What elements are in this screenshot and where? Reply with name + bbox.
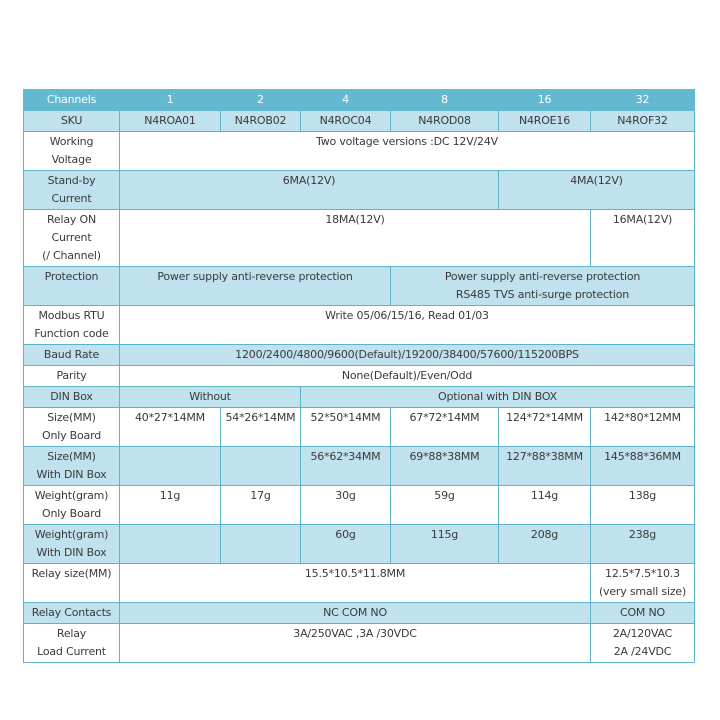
size-din-cell: 69*88*38MM: [391, 447, 499, 486]
weight-board-cell: 11g: [120, 486, 221, 525]
sku-cell: N4ROA01: [120, 111, 221, 132]
standby-current-b: 4MA(12V): [499, 171, 695, 210]
baud-rate-label: Baud Rate: [24, 345, 120, 366]
din-box-row: [24, 387, 695, 408]
channel-32: 32: [591, 90, 695, 111]
size-din-cell: [221, 447, 301, 486]
spec-table: [23, 89, 695, 663]
relay-size-b: 12.5*7.5*10.3: [605, 567, 680, 580]
size-din-row: [24, 447, 695, 486]
weight-board-row: [24, 486, 695, 525]
sku-cell: N4ROB02: [221, 111, 301, 132]
weight-din-row: [24, 525, 695, 564]
weight-board-cell: 138g: [591, 486, 695, 525]
size-board-cell: 142*80*12MM: [591, 408, 695, 447]
load-current-a: 3A/250VAC ,3A /30VDC: [120, 624, 591, 663]
weight-din-cell: [120, 525, 221, 564]
load-current-row: [24, 624, 695, 663]
protection-label: Protection: [24, 267, 120, 306]
load-current-b: 2A/120VAC 2A /24VDC: [591, 624, 695, 663]
parity-label: Parity: [24, 366, 120, 387]
relay-contacts-b: COM NO: [591, 603, 695, 624]
relay-on-current-row: [24, 210, 695, 267]
weight-board-cell: 114g: [499, 486, 591, 525]
din-box-without: Without: [120, 387, 301, 408]
working-voltage-label: Working Voltage: [24, 132, 120, 171]
baud-rate-row: [24, 345, 695, 366]
relay-size-label: Relay size(MM): [24, 564, 120, 603]
modbus-value: Write 05/06/15/16, Read 01/03: [120, 306, 695, 345]
size-din-cell: 127*88*38MM: [499, 447, 591, 486]
relay-on-current-b: 16MA(12V): [591, 210, 695, 267]
size-board-cell: 52*50*14MM: [301, 408, 391, 447]
sku-cell: N4ROD08: [391, 111, 499, 132]
modbus-label: Modbus RTU Function code: [24, 306, 120, 345]
relay-size-note: (very small size): [598, 585, 687, 598]
relay-size-a: 15.5*10.5*11.8MM: [120, 564, 591, 603]
parity-row: [24, 366, 695, 387]
relay-contacts-label: Relay Contacts: [24, 603, 120, 624]
channels-row: [24, 90, 695, 111]
size-board-cell: 67*72*14MM: [391, 408, 499, 447]
relay-contacts-a: NC COM NO: [120, 603, 591, 624]
relay-on-current-a: 18MA(12V): [120, 210, 591, 267]
weight-din-cell: 115g: [391, 525, 499, 564]
weight-din-label: Weight(gram) With DIN Box: [24, 525, 120, 564]
sku-cell: N4ROF32: [591, 111, 695, 132]
size-board-label: Size(MM) Only Board: [24, 408, 120, 447]
channel-16: 16: [499, 90, 591, 111]
din-box-label: DIN Box: [24, 387, 120, 408]
sku-label: SKU: [24, 111, 120, 132]
weight-din-cell: 238g: [591, 525, 695, 564]
size-din-cell: [120, 447, 221, 486]
working-voltage-value: Two voltage versions :DC 12V/24V: [120, 132, 695, 171]
weight-din-cell: 208g: [499, 525, 591, 564]
standby-current-row: [24, 171, 695, 210]
channel-2: 2: [221, 90, 301, 111]
weight-din-cell: [221, 525, 301, 564]
weight-board-cell: 30g: [301, 486, 391, 525]
sku-cell: N4ROC04: [301, 111, 391, 132]
channels-label: Channels: [24, 90, 120, 111]
sku-cell: N4ROE16: [499, 111, 591, 132]
protection-b: Power supply anti-reverse protection RS485 TVS anti-surge protection: [391, 267, 695, 306]
weight-board-label: Weight(gram) Only Board: [24, 486, 120, 525]
parity-value: None(Default)/Even/Odd: [120, 366, 695, 387]
relay-on-current-label: Relay ON Current (/ Channel): [24, 210, 120, 267]
size-din-label: Size(MM) With DIN Box: [24, 447, 120, 486]
size-board-cell: 40*27*14MM: [120, 408, 221, 447]
weight-din-cell: 60g: [301, 525, 391, 564]
standby-current-a: 6MA(12V): [120, 171, 499, 210]
relay-contacts-row: [24, 603, 695, 624]
weight-board-cell: 59g: [391, 486, 499, 525]
weight-board-cell: 17g: [221, 486, 301, 525]
baud-rate-value: 1200/2400/4800/9600(Default)/19200/38400/57600/115200BPS: [120, 345, 695, 366]
size-board-cell: 54*26*14MM: [221, 408, 301, 447]
din-box-optional: Optional with DIN BOX: [301, 387, 695, 408]
protection-row: [24, 267, 695, 306]
size-din-cell: 145*88*36MM: [591, 447, 695, 486]
standby-current-label: Stand-by Current: [24, 171, 120, 210]
sku-row: [24, 111, 695, 132]
channel-4: 4: [301, 90, 391, 111]
load-current-label: Relay Load Current: [24, 624, 120, 663]
modbus-row: [24, 306, 695, 345]
working-voltage-row: [24, 132, 695, 171]
channel-8: 8: [391, 90, 499, 111]
channel-1: 1: [120, 90, 221, 111]
size-board-row: [24, 408, 695, 447]
relay-size-b-cell: [591, 564, 695, 603]
size-board-cell: 124*72*14MM: [499, 408, 591, 447]
relay-size-row: [24, 564, 695, 603]
size-din-cell: 56*62*34MM: [301, 447, 391, 486]
protection-a: Power supply anti-reverse protection: [120, 267, 391, 306]
